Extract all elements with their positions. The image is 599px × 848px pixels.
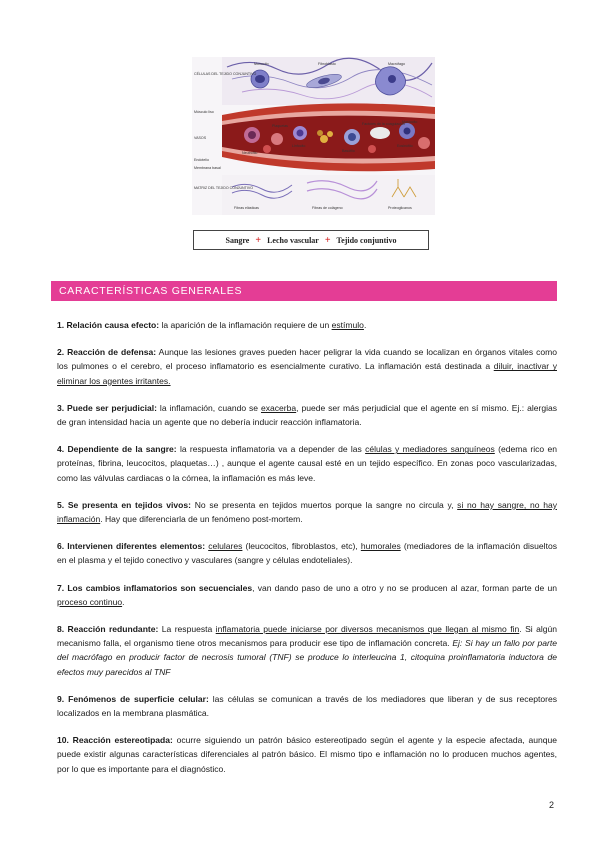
- legend-vascular-bed: Lecho vascular: [267, 235, 319, 245]
- label-monocyte: Monocito: [254, 62, 269, 66]
- label-eosinophil: Eosinófilo: [397, 144, 413, 148]
- label-muscle: Músculo liso: [194, 110, 214, 114]
- label-cells-tissue: CÉLULAS DEL TEJIDO CONJUNTIVO: [194, 72, 257, 76]
- item-4: 4. Dependiente de la sangre: la respuesta inflamatoria va a depender de las células y mediadores sanguíneos (edema rico en proteínas, fibrina, leucocitos, plaquetas…) , aunque el agente causal esté en un tejido específico. En zonas poco vascularizadas, como las válvulas cardiacas o la córnea, la inflamación es más leve.: [57, 444, 557, 483]
- label-basophil: Basófilo: [342, 149, 355, 153]
- page-number: 2: [549, 800, 555, 810]
- label-lymphocyte: Linfocito: [292, 144, 306, 148]
- legend-connective-tissue: Tejido conjuntivo: [336, 235, 397, 245]
- item-6: 6. Intervienen diferentes elementos: celulares (leucocitos, fibroblastos, etc), humorales (mediadores de la inflamación disueltos en el plasma y el tejido conectivo y vasculares (sangre y células endoteliales).: [57, 541, 557, 566]
- label-macrophage: Macrófago: [388, 62, 405, 66]
- item-7: 7. Los cambios inflamatorios son secuenciales, van dando paso de uno a otro y no se producen al azar, forman parte de un proceso continuo.: [57, 582, 558, 607]
- label-neutrophil: Neutrófilo: [242, 151, 258, 155]
- plus-icon: +: [255, 234, 262, 246]
- item-2: 2. Reacción de defensa: Aunque las lesiones graves pueden hacer peligrar la vida cuando se localizan en órganos vitales como los pulmones o el cerebro, el proceso inflamatorio es esencialmente curativo. La inflamación está destinada a diluir, inactivar y eliminar los agentes irritantes.: [57, 347, 557, 386]
- item-1: 1. Relación causa efecto: la aparición de la inflamación requiere de un estímulo.: [57, 320, 367, 330]
- document-body: [57, 318, 557, 789]
- plus-icon: +: [324, 234, 331, 246]
- label-proteoglycan: Proteoglicanos: [388, 206, 412, 210]
- label-fibroblast: Fibroblasto: [318, 62, 336, 66]
- label-vessels: VASOS: [194, 136, 207, 140]
- figure-legend: [193, 230, 429, 250]
- label-coagulation: Factores de la coagulación: [362, 122, 405, 126]
- legend-blood: Sangre: [225, 235, 250, 245]
- label-endothelium: Endotelio: [194, 158, 209, 162]
- label-basement: Membrana basal: [194, 166, 221, 170]
- item-5: 5. Se presenta en tejidos vivos: No se presenta en tejidos muertos porque la sangre no circula y, si no hay sangre, no hay inflamación. Hay que diferenciarla de un fenómeno post-mortem.: [57, 499, 557, 525]
- inflammation-illustration: [192, 57, 435, 215]
- label-matrix: MATRIZ DEL TEJIDO CONJUNTIVO: [194, 186, 254, 190]
- item-9: 9. Fenómenos de superficie celular: las células se comunican a través de los mediadores que liberan y de sus receptores localizados en la membrana plasmática.: [57, 693, 557, 719]
- section-title: CARACTERÍSTICAS GENERALES: [51, 281, 557, 301]
- label-platelets: Plaquetas: [272, 124, 288, 128]
- label-elastic: Fibras elásticas: [234, 206, 259, 210]
- item-8: 8. Reacción redundante: La respuesta inflamatoria puede iniciarse por diversos mecanismos que llegan al mismo fin. Si algún mecanismo falla, el organismo tiene otros mecanismos para producir ese tipo de inflamación concreta. Ej: Si hay un fallo por parte del macrófago en producir factor de necrosis tumoral (TNF) se produce lo interleucina 1, citoquina proinflamatoria inductora de efectos muy parecidos al TNF: [57, 624, 557, 677]
- item-10: 10. Reacción estereotipada: ocurre siguiendo un patrón básico estereotipado según el agente y la especie afectada, aunque puede existir algunas características diferenciales al patrón básico. El mismo tipo e inflamación no lo producen muchos agentes, por lo que es importante para el diagnóstico.: [57, 735, 558, 774]
- label-collagen: Fibras de colágeno: [312, 206, 343, 210]
- item-3: 3. Puede ser perjudicial: la inflamación, cuando se exacerba, puede ser más perjudicial que el agente en sí mismo. Ej.: alergias de gran intensidad hacia un agente que no debería inducir reacción inflamatoria.: [57, 402, 557, 428]
- label-mastcell: Mastocito: [402, 120, 418, 124]
